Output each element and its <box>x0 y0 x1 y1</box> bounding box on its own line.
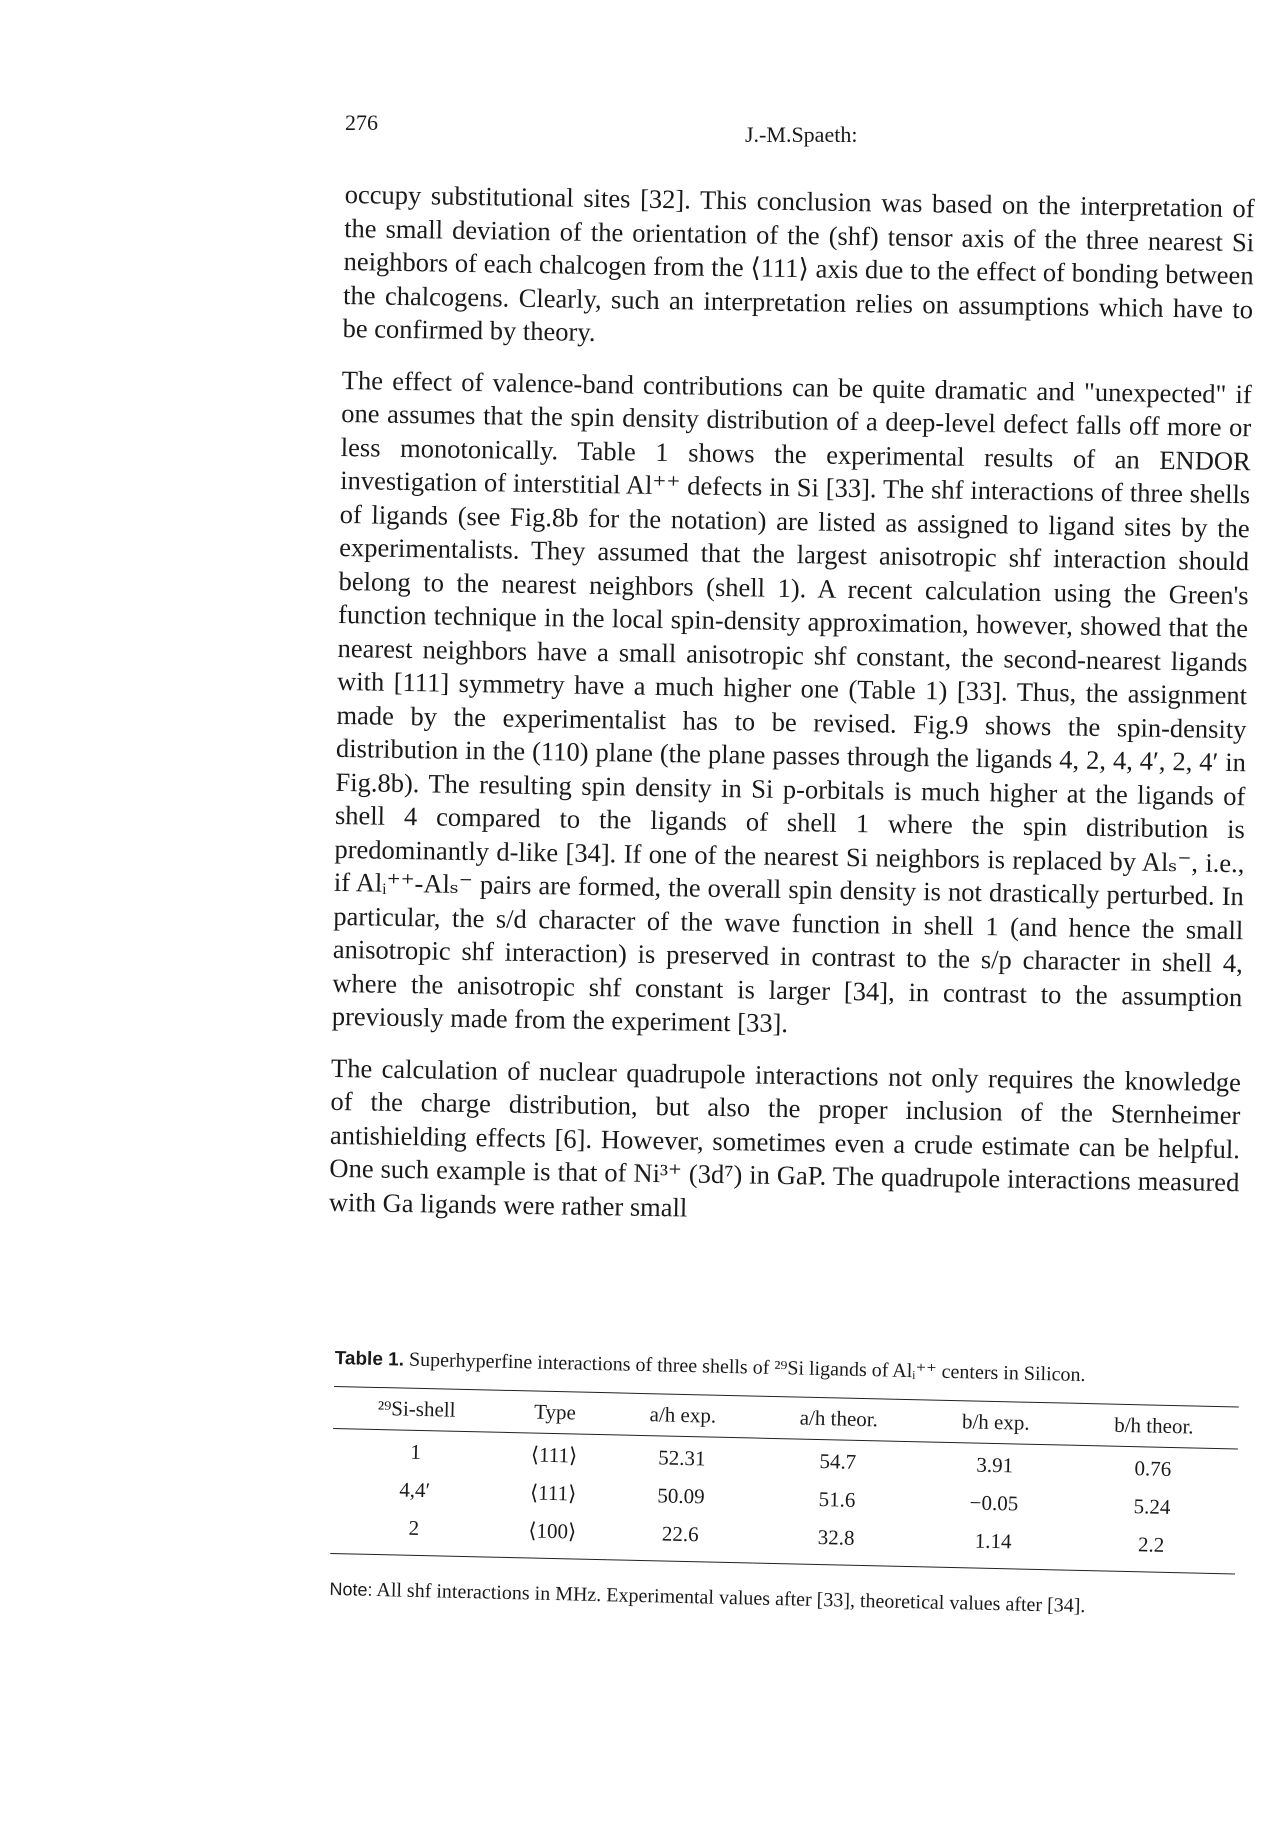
table-cell: 54.7 <box>819 1449 857 1474</box>
running-head: J.-M.Spaeth: <box>745 122 858 147</box>
table-cell: ⟨111⟩ <box>529 1480 577 1506</box>
table-cell: 4,4′ <box>399 1477 431 1503</box>
table-note-lead: Note: <box>329 1578 373 1600</box>
data-table <box>330 1386 1239 1574</box>
table-cell: 32.8 <box>752 1515 920 1567</box>
page-number: 276 <box>345 110 378 135</box>
paragraph-3: The calculation of nuclear quadrupole interactions not only requires the knowledge of the charge distribution, but also the proper inclusion of the Sternheimer antishielding effects [6]. However, sometimes even a crude estimate can be helpful. One such example is that of Ni³⁺ (3d⁷) in GaP. The quadrupole interactions measured with Ga ligands were rather small <box>328 1052 1242 1223</box>
table-cell: 1.14 <box>919 1518 1067 1570</box>
table-cell: 2 <box>330 1505 497 1557</box>
paragraph-1: occupy substitutional sites [32]. This conclusion was based on the interpretation of the small deviation of the orientation of the (shf) tensor axis of the three nearest Si neighbors of each chalcogen from the ⟨111⟩ axis due to the effect of bonding between the chalcogens. Clearly, such an interpretation relies on assumptions which have to be confirmed by theory. <box>342 178 1255 347</box>
table-block <box>329 1345 1245 1622</box>
col-header-a-theor: a/h theor. <box>755 1396 923 1442</box>
table-caption <box>334 1345 1244 1391</box>
table-cell: 2.2 <box>1066 1522 1236 1574</box>
table-note <box>329 1578 1239 1622</box>
table-cell: ⟨100⟩ <box>496 1509 608 1560</box>
col-header-b-exp: b/h exp. <box>922 1400 1070 1445</box>
table-caption-label: Table 1. <box>334 1347 405 1371</box>
body-text <box>328 178 1255 1251</box>
table-caption-text: Superhyperfine interactions of three shells of ²⁹Si ligands of Alᵢ⁺⁺ centers in Silicon. <box>408 1348 1086 1387</box>
table-cell: 0.76 <box>1134 1456 1172 1482</box>
col-header-a-exp: a/h exp. <box>610 1393 756 1438</box>
table-cell: −0.05 <box>969 1490 1019 1516</box>
col-header-b-theor: b/h theor. <box>1069 1403 1239 1449</box>
table-cell: 1 <box>410 1439 422 1464</box>
table-note-text: All shf interactions in MHz. Experimental values after [33], theoretical values after [34]. <box>376 1579 1086 1618</box>
table-cell: 5.24 <box>1133 1494 1171 1519</box>
table-cell: 52.31 <box>658 1445 706 1471</box>
table-cell: 51.6 <box>818 1487 856 1512</box>
table-cell: 22.6 <box>607 1511 753 1563</box>
paragraph-2: The effect of valence-band contributions can be quite dramatic and "unexpected" if one assumes that the spin density distribution of a deep-level defect falls off more or less monotonically. Table 1 shows the experimental results of an ENDOR investigation of interstitial Al⁺⁺ defects in Si [33]. The shf interactions of three shells of ligands (see Fig.8b for the notation) are listed as assigned to ligand sites by the experimentalists. They assumed that the largest anisotropic shf interaction should belong to the nearest neighbors (shell 1). A recent calculation using the Green's function technique in the local spin-density approximation, however, showed that the nearest neighbors have a small anisotropic shf constant, the second-nearest ligands with [111] symmetry have a much higher one (Table 1) [33]. Thus, the assignment made by the experimentalist has to be revised. Fig.9 shows the spin-density distribution in the (110) plane (the plane passes through the ligands 4, 2, 4, 4′, 2, 4′ in Fig.8b). The resulting spin density in Si p-orbitals is much higher at the ligands of shell 4 compared to the ligands of shell 1 where the spin distribution is predominantly d-like [34]. If one of the nearest Si neighbors is replaced by Alₛ⁻, i.e., if Alᵢ⁺⁺-Alₛ⁻ pairs are formed, the overall spin density is not drastically perturbed. In particular, the s/d character of the wave function in shell 1 (and hence the small anisotropic shf interaction) is preserved in contrast to the s/p character in shell 4, where the anisotropic shf constant is larger [34], in contrast to the assumption previously made from the experiment [33]. <box>331 364 1252 1039</box>
table-cell: ⟨111⟩ <box>530 1442 578 1468</box>
col-header-shell: ²⁹Si-shell <box>333 1386 500 1432</box>
col-header-type: Type <box>499 1390 611 1435</box>
table-cell: 3.91 <box>976 1452 1014 1478</box>
table-cell: 50.09 <box>657 1483 705 1509</box>
